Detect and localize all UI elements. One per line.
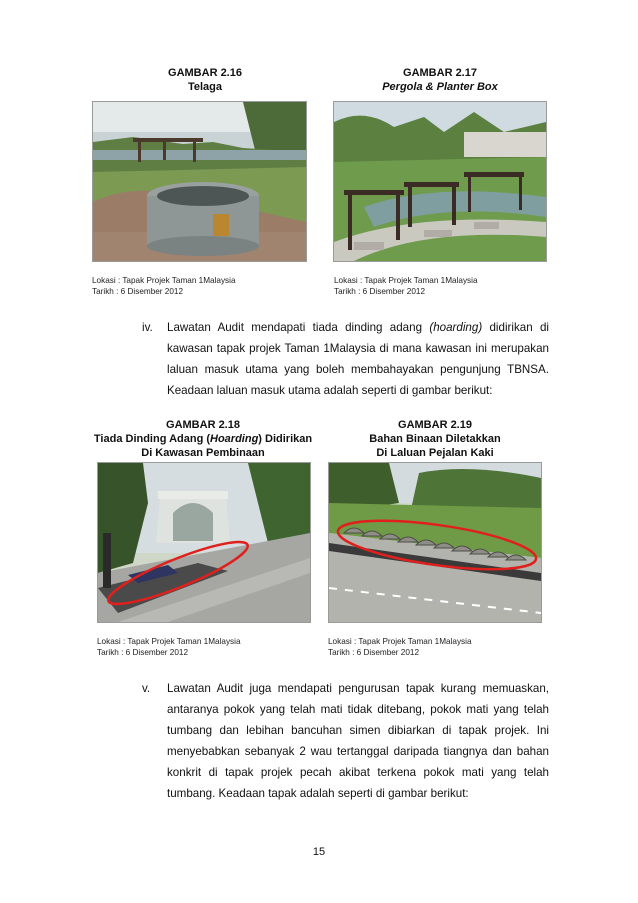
figure-subtitle: Bahan Binaan Diletakkan	[369, 433, 501, 445]
paragraph-line: tumbang. Keadaan tapak adalah seperti di gambar berikut:	[167, 787, 469, 800]
paragraph-numeral: v.	[142, 682, 151, 695]
text-run: Tiada Dinding Adang (	[93, 433, 211, 445]
figure-2-16-caption	[92, 276, 236, 297]
paragraph-line: laluan masuk utama yang boleh membahayakan pengunjung TBNSA.	[167, 363, 549, 376]
figure-subtitle: Telaga	[187, 81, 223, 93]
figure-2-17-title	[340, 66, 540, 94]
construction-site-photo	[97, 462, 311, 623]
figure-2-18-title	[88, 418, 318, 460]
paragraph-line: antaranya pokok yang telah mati tidak ditebang, pokok mati yang telah	[167, 703, 549, 716]
caption-location: Lokasi : Tapak Projek Taman 1Malaysia	[328, 637, 472, 646]
stone-well-photo	[92, 101, 307, 262]
figure-subtitle: Pergola & Planter Box	[382, 81, 498, 93]
paragraph-line	[167, 317, 549, 338]
text-run: ) Didirikan	[258, 433, 313, 445]
paragraph-text	[167, 317, 549, 401]
figure-number: GAMBAR 2.17	[403, 67, 477, 79]
page-number: 15	[312, 846, 326, 858]
figure-2-19-title	[330, 418, 540, 460]
paragraph-line: menyebabkan sebanyak 2 wau tertanggal daripada tiangnya dan bahan	[167, 745, 549, 758]
figure-number: GAMBAR 2.19	[398, 419, 472, 431]
paragraph-v	[142, 678, 549, 806]
pergola-photo	[333, 101, 547, 262]
caption-date: Tarikh : 6 Disember 2012	[334, 286, 426, 296]
figure-number: GAMBAR 2.16	[168, 67, 242, 79]
caption-location: Lokasi : Tapak Projek Taman 1Malaysia	[92, 276, 236, 285]
caption-location: Lokasi : Tapak Projek Taman 1Malaysia	[97, 637, 241, 646]
figure-2-17-caption	[334, 276, 478, 297]
caption-date: Tarikh : 6 Disember 2012	[97, 647, 189, 657]
caption-date: Tarikh : 6 Disember 2012	[92, 286, 184, 296]
figure-subtitle-line2: Di Kawasan Pembinaan	[141, 447, 265, 459]
italic-term: (hoarding)	[429, 321, 483, 334]
figure-subtitle	[88, 432, 318, 446]
figure-subtitle-line2: Di Laluan Pejalan Kaki	[376, 447, 494, 459]
text-run: didirikan di	[482, 321, 549, 334]
figure-2-19-caption	[328, 637, 472, 658]
caption-location: Lokasi : Tapak Projek Taman 1Malaysia	[334, 276, 478, 285]
paragraph-numeral: iv.	[142, 321, 153, 334]
paragraph-line: Keadaan laluan masuk utama adalah seperti di gambar berikut:	[167, 384, 493, 397]
paragraph-line: kawasan tapak projek Taman 1Malaysia di mana kawasan ini merupakan	[167, 342, 549, 355]
paragraph-text	[167, 678, 549, 804]
text-run: Lawatan Audit mendapati tiada dinding adang	[167, 321, 430, 334]
paragraph-line: konkrit di tapak projek pecah akibat terkena pokok mati yang telah	[167, 766, 549, 779]
paragraph-line: Lawatan Audit juga mendapati pengurusan tapak kurang memuaskan,	[167, 682, 549, 695]
figure-2-18-caption	[97, 637, 241, 658]
figure-2-16-title	[110, 66, 300, 94]
italic-term: Hoarding	[210, 433, 259, 445]
paragraph-iv	[142, 317, 549, 403]
paragraph-line: tumbang dan lebihan bancuhan simen dibiarkan di tapak projek. Ini	[167, 724, 549, 737]
caption-date: Tarikh : 6 Disember 2012	[328, 647, 420, 657]
figure-number: GAMBAR 2.18	[166, 419, 240, 431]
materials-walkway-photo	[328, 462, 542, 623]
